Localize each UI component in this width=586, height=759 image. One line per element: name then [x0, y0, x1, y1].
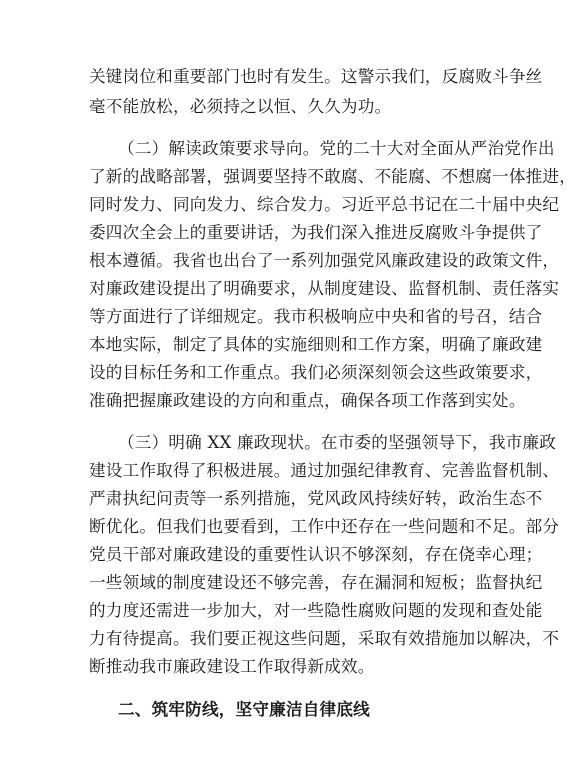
text-line: 毫不能放松，必须持之以恒、久久为功。 — [89, 97, 392, 116]
text-line: 关键岗位和重要部门也时有发生。这警示我们，反腐败斗争丝 — [89, 67, 543, 86]
section-heading-line: （二）解读政策要求导向。党的二十大对全面从严治党作出 — [118, 139, 555, 158]
text-line: 力有待提高。我们要正视这些问题，采取有效措施加以解决，不 — [89, 629, 560, 648]
text-line: 委四次全会上的重要讲话，为我们深入推进反腐败斗争提供了 — [89, 223, 543, 242]
text-line: 的力度还需进一步加大，对一些隐性腐败问题的发现和查处能 — [89, 601, 543, 620]
text-line: 同时发力、同向发力、综合发力。习近平总书记在二十届中央纪 — [89, 195, 560, 214]
text-line: 一些领域的制度建设还不够完善，存在漏洞和短板；监督执纪 — [89, 573, 543, 592]
text-line: 本地实际，制定了具体的实施细则和工作方案，明确了廉政建 — [89, 335, 543, 354]
text-line: 断优化。但我们也要看到，工作中还存在一些问题和不足。部分 — [89, 517, 560, 536]
text-line: 等方面进行了详细规定。我市积极响应中央和省的号召，结合 — [89, 307, 543, 326]
text-line: 断推动我市廉政建设工作取得新成效。 — [89, 657, 375, 676]
text-line: 设的目标任务和工作重点。我们必须深刻领会这些政策要求， — [89, 363, 543, 382]
chapter-heading: 二、筑牢防线，坚守廉洁自律底线 — [118, 699, 370, 719]
text-line: 根本遵循。我省也出台了一系列加强党风廉政建设的政策文件， — [89, 251, 560, 270]
section-heading-line: （三）明确 XX 廉政现状。在市委的坚强领导下，我市廉政 — [118, 433, 557, 452]
text-line: 严肃执纪问责等一系列措施，党风政风持续好转，政治生态不 — [89, 489, 543, 508]
text-line: 建设工作取得了积极进展。通过加强纪律教育、完善监督机制、 — [89, 461, 560, 480]
text-line: 了新的战略部署，强调要坚持不敢腐、不能腐、不想腐一体推进， — [89, 167, 577, 186]
text-line: 准确把握廉政建设的方向和重点，确保各项工作落到实处。 — [89, 391, 526, 410]
text-line: 对廉政建设提出了明确要求，从制度建设、监督机制、责任落实 — [89, 279, 560, 298]
text-line: 党员干部对廉政建设的重要性认识不够深刻，存在侥幸心理； — [89, 545, 543, 564]
